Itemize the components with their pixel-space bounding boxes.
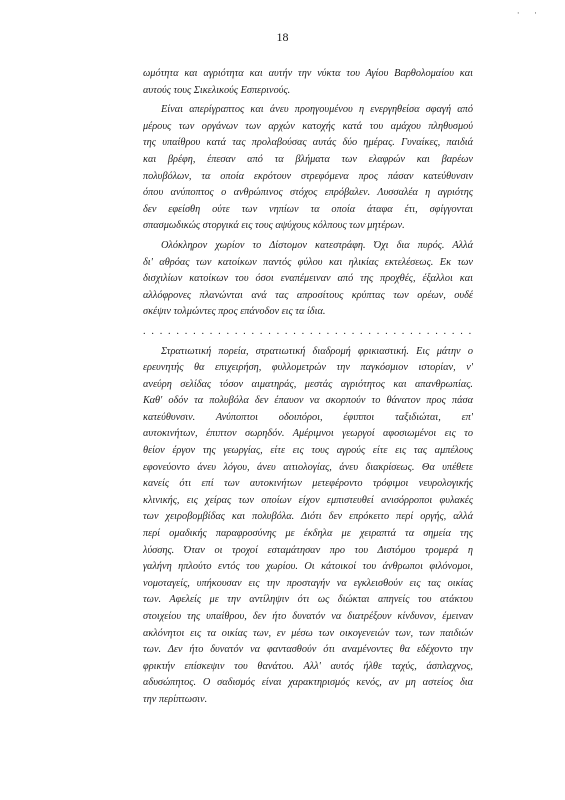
text-line: θείον έργον της γεωργίας, είτε εις τους αγρούς είτε εις τας αμπέλους [143,445,473,457]
page-number: 18 [276,30,289,44]
text-line: της υπαίθρου κατά τας προλαβούσας αυτάς δύο ημέρας. Γυναίκες, παιδιά [143,137,473,149]
text-line: δι' αθρόας των κατοίκων παντός φύλου και ηλικίας εκτελέσεως. Εκ των [143,256,473,268]
text-line: των χειροβομβίδας και πολυβόλα. Διότι δεν επρόκειτο περί οργής, αλλά [143,511,473,523]
text-line: εφονεύοντο άνευ λόγου, άνευ αιτιολογίας, άνευ διακρίσεως. Θα υπέθετε [143,461,473,473]
text-line: των. Αφελείς με την αντίληψιν ότι ως διώκται απηνείς του ατάκτου [143,594,473,606]
text-line: σπασμωδικώς στοργικά εις τους αψύχους κόλπους των μητέρων. [143,220,405,232]
text-line: Καθ' οδόν τα πολυβόλα δεν έπαυον να σκορπούν το θάνατον προς πάσα [143,395,473,407]
text-line: περί ομαδικής παραφροσύνης με έκδηλα με χειραπτά τα σημεία της [143,528,473,540]
text-line: νομοταγείς, υπήκουσαν εις την προσταγήν να εγκλεισθούν εις τας οικίας [143,577,473,589]
ellipsis-separator: . . . . . . . . . . . . . . . . . . . . . . . . . . . . . . . . . . . . . . . . [143,325,473,337]
text-line: των. Δεν ήτο δυνατόν να φαντασθούν ότι αναμένοντες θα εδέχοντο την [143,644,473,656]
text-line: κλινικής, εις χείρας των οποίων είχον εμπιστευθεί ανισόρροποι φυλακές [143,494,473,506]
text-line: φρικτήν επίσκεψιν του θανάτου. Αλλ' αυτός ήλθε ταχύς, άσπλαχνος, [143,660,473,672]
text-line: πολυβόλων, τα οποία εκρότουν στρεφόμενα προς πάσαν κατεύθυνσιν [143,170,473,182]
text-line: σκέψιν τολμώντες προς επάνοδον εις τα ίδια. [143,306,326,318]
text-line: Είναι απερίγραπτος και άνευ προηγουμένου η ενεργηθείσα σφαγή από [161,104,473,116]
text-line: δισχιλίων κατοίκων του όσοι εναπέμειναν από της προχθές, έξαλλοι και [143,273,473,285]
text-line: και βρέφη, έπεσαν από τα βλήματα των ελαφρών και βαρέων [143,153,473,165]
text-line: ερευνητής θα επιχειρήση, φυλλομετρών την παγκόσμιον ιστορίαν, ν' [143,362,473,374]
text-line: αλλόφρονες πλανώνται ανά τας απροσίτους κρύπτας των ορέων, ουδέ [143,289,473,301]
paragraph-2 [143,102,473,235]
text-line: Ολόκληρον χωρίον το Δίστομον κατεστράφη. Όχι δια πυρός. Αλλά [161,239,473,251]
text-line: κατεύθυνσιν. Ανύποπτοι οδοιπόροι, έφιπποι ταξιδιώται, επ' [143,411,473,423]
text-line: λύσσης. Όταν οι τροχοί εσταμάτησαν προ του Διστόμου τρομερά η [143,544,473,556]
text-line: δεν εφείσθη ούτε των νηπίων τα οποία άταφα έτι, σφίγγονται [143,203,473,215]
text-line: ανεύρη σελίδας τόσον αιματηράς, μεστάς αγριότητος και απανθρωπίας. [143,378,473,390]
text-line: ωμότητα και αγριότητα και αυτήν την νύκτα του Αγίου Βαρθολομαίου και [143,68,473,79]
text-line: όπου ανύποπτος ο ανθρώπινος στόχος επρόβαλεν. Λυσσαλέα η αγριότης [143,187,473,199]
document-body [143,66,473,709]
text-line: αδυσώπητος. Ο σαδισμός είναι χαρακτηρισμός κενός, αν μη αστείος δια [143,677,473,689]
text-line: ακλόνητοι εις τα οικίας των, εν μέσω των οικογενειών των, των παιδιών [143,627,473,639]
scan-specks: · · [516,8,543,18]
paragraph-1 [143,66,473,99]
text-line: στοιχείου της υπαίθρου, δεν ήτο δυνατόν να διατρέξουν κίνδυνον, έμειναν [143,611,473,622]
text-line: κανείς ότι επί των αυτοκινήτων μετεφέροντο τρόφιμοι νευρολογικής [143,478,473,490]
paragraph-3 [143,238,473,321]
text-line: γαλήνη ηπλούτο εντός του χωρίου. Οι κάτοικοί του άνθρωποι φιλόνομοι, [143,561,473,573]
text-line: αυτούς τους Σικελικούς Εσπερινούς. [143,84,291,96]
text-line: αυτοκινήτων, έπιπτον σωρηδόν. Αμέριμνοι γεωργοί αφοσιωμένοι εις το [143,428,473,440]
text-line: μέρους των οργάνων των αρχών κατοχής κατά του αμάχου πληθυσμού [143,120,473,132]
text-line: την περίπτωσιν. [143,693,208,705]
text-line: Στρατιωτική πορεία, στρατιωτική διαδρομή φρικιαστική. Εις μάτην ο [161,345,473,357]
paragraph-4 [143,344,473,709]
